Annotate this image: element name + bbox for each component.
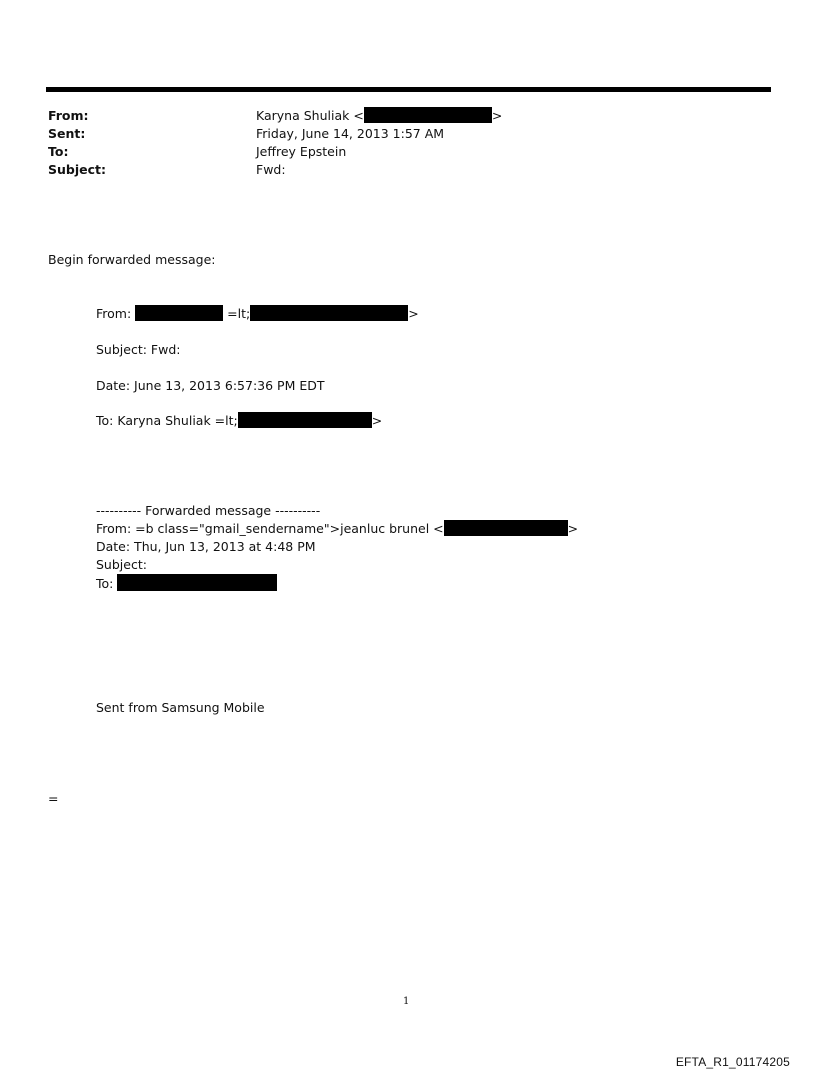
to-value: Jeffrey Epstein — [256, 144, 347, 159]
fwd2-subject: Subject: — [96, 557, 147, 572]
forward-intro: Begin forwarded message: — [48, 252, 216, 267]
fwd2-divider: ---------- Forwarded message ---------- — [96, 503, 321, 518]
fwd2-from-line — [96, 520, 578, 538]
fwd1-from-close: > — [408, 306, 419, 321]
signature: Sent from Samsung Mobile — [96, 700, 265, 715]
redaction-block — [117, 574, 277, 591]
from-label: From: — [48, 108, 89, 123]
to-label: To: — [48, 144, 69, 159]
redaction-block — [444, 520, 568, 536]
redaction-block — [135, 305, 223, 321]
trailing-char: = — [48, 791, 59, 806]
sent-label: Sent: — [48, 126, 86, 141]
subject-value: Fwd: — [256, 162, 286, 177]
fwd1-from-mid: =lt; — [223, 306, 251, 321]
redaction-block — [364, 107, 492, 123]
fwd1-to-line — [96, 412, 382, 430]
fwd2-to-prefix: To: — [96, 576, 118, 591]
fwd1-to-prefix: To: Karyna Shuliak =lt; — [96, 413, 238, 428]
from-close: > — [491, 108, 503, 123]
from-value — [256, 107, 502, 125]
fwd1-to-close: > — [371, 413, 383, 428]
fwd1-from-prefix: From: — [96, 306, 136, 321]
subject-label: Subject: — [48, 162, 106, 177]
sent-value: Friday, June 14, 2013 1:57 AM — [256, 126, 445, 141]
from-name: Karyna Shuliak < — [256, 108, 364, 123]
fwd1-date: Date: June 13, 2013 6:57:36 PM EDT — [96, 378, 325, 393]
redaction-block — [238, 412, 372, 428]
redaction-block — [250, 305, 408, 321]
fwd2-from-prefix: From: =b class="gmail_sendername">jeanluc brunel < — [96, 521, 444, 536]
fwd2-to-line — [96, 574, 277, 593]
fwd2-date: Date: Thu, Jun 13, 2013 at 4:48 PM — [96, 539, 316, 554]
document-id: EFTA_R1_01174205 — [675, 1055, 790, 1069]
page-number: 1 — [403, 996, 410, 1007]
fwd1-subject: Subject: Fwd: — [96, 342, 181, 357]
fwd2-from-close: > — [567, 521, 579, 536]
fwd1-from-line — [96, 305, 419, 323]
header-rule — [46, 87, 771, 92]
